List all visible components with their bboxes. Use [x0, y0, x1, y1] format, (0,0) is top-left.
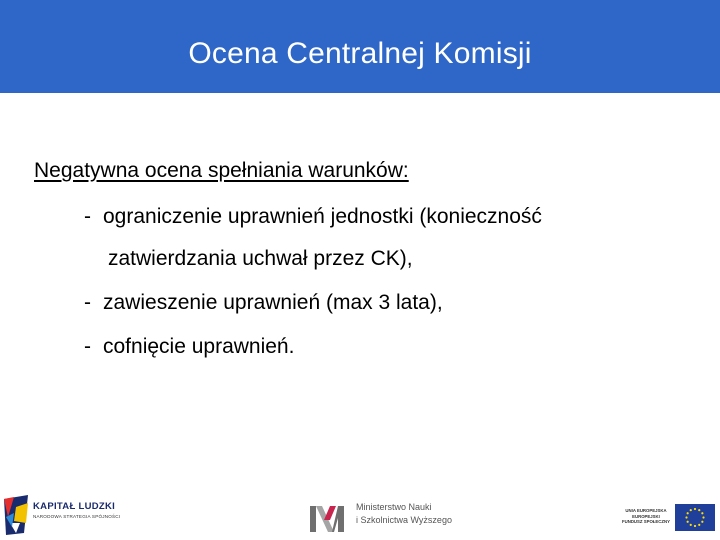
eu-flag-icon [675, 504, 715, 531]
kapital-ludzki-title: KAPITAŁ LUDZKI [33, 501, 116, 512]
eu-logo [620, 502, 718, 536]
list-bullet: - [84, 205, 91, 228]
eu-text-line3: FUNDUSZ SPOŁECZNY [622, 519, 670, 524]
eu-star-icon [687, 521, 689, 523]
list-item [34, 292, 694, 314]
eu-star-icon [690, 524, 692, 526]
eu-star-icon [694, 508, 696, 510]
logo-footer [0, 488, 720, 540]
eu-star-icon [698, 509, 700, 511]
kapital-ludzki-subtitle: NARODOWA STRATEGIA SPÓJNOŚCI [33, 514, 121, 519]
ministry-logo [310, 496, 450, 540]
list-bullet: - [84, 335, 91, 358]
eu-star-icon [687, 512, 689, 514]
list-item-continuation: zatwierdzania uchwał przez CK), [108, 247, 413, 270]
eu-fund-text [620, 508, 672, 525]
list-item-text: ograniczenie uprawnień jednostki (konieczność [103, 205, 542, 228]
eu-star-icon [698, 524, 700, 526]
slide-title: Ocena Centralnej Komisji [188, 36, 532, 70]
eu-star-icon [694, 525, 696, 527]
eu-star-icon [701, 512, 703, 514]
ministry-name-line1: Ministerstwo Nauki [356, 502, 432, 512]
ministry-name-line2: i Szkolnictwa Wyższego [356, 515, 452, 525]
eu-star-icon [685, 516, 687, 518]
list-bullet: - [84, 291, 91, 314]
eu-text-line2: EUROPEJSKI [632, 513, 660, 519]
eu-star-icon [701, 521, 703, 523]
list-item [34, 336, 694, 358]
list-item-text: cofnięcie uprawnień. [103, 335, 295, 358]
eu-star-icon [702, 516, 704, 518]
ministry-name [356, 501, 452, 527]
title-banner [0, 0, 720, 93]
ministry-emblem-icon [310, 502, 346, 532]
slide-body [34, 160, 694, 358]
kapital-ludzki-emblem-icon [2, 493, 32, 537]
list-item [34, 206, 694, 270]
kapital-ludzki-logo [2, 493, 132, 537]
list-item-text: zawieszenie uprawnień (max 3 lata), [103, 291, 443, 314]
eu-star-icon [690, 509, 692, 511]
eu-text-line1: UNIA EUROPEJSKA [625, 508, 667, 513]
section-heading: Negatywna ocena spełniania warunków: [34, 159, 409, 182]
